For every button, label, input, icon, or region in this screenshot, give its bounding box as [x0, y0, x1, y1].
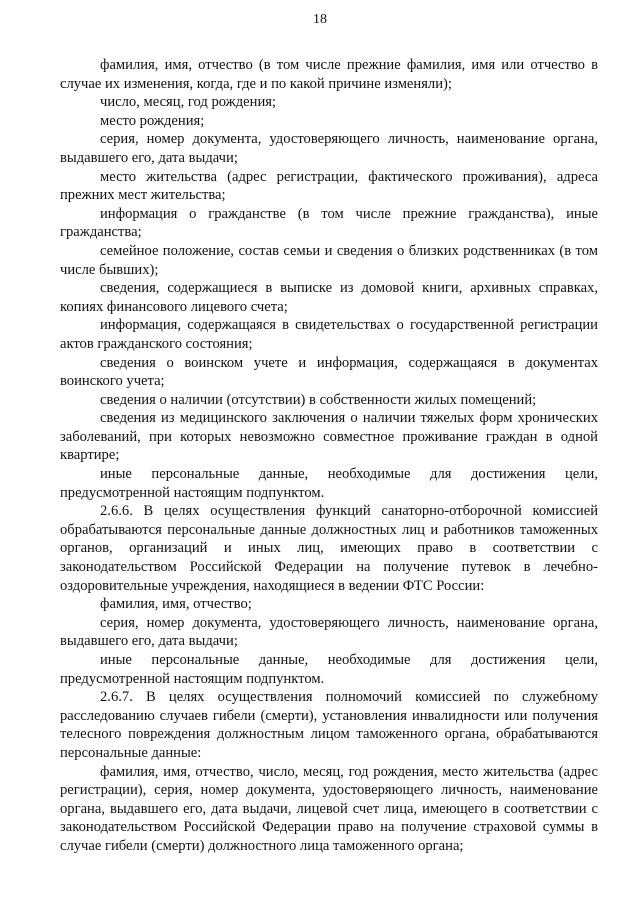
paragraph: иные персональные данные, необходимые для достижения цели, предусмотренной настоящим подпунктом.	[60, 466, 598, 501]
paragraph: место рождения;	[100, 112, 205, 129]
paragraph: фамилия, имя, отчество (в том числе прежние фамилия, имя или отчество в случае их изменения, когда, где и по какой причине изменяли);	[60, 57, 598, 92]
paragraph: фамилия, имя, отчество;	[100, 596, 252, 613]
document-body	[60, 56, 598, 856]
paragraph: фамилия, имя, отчество, число, месяц, год рождения, место жительства (адрес регистрации), серия, номер документа, удостоверяющего личность, наименование органа, выдавшего его, дата выдачи, лицевой счет лица, имеющего в соответствии с законодательством Российской Федерации право на получение страховой суммы в случае гибели (смерти) должностного лица таможенного органа;	[60, 763, 598, 854]
paragraph: семейное положение, состав семьи и сведения о близких родственниках (в том числе бывших);	[60, 242, 598, 278]
paragraph: сведения о наличии (отсутствии) в собственности жилых помещений;	[100, 391, 537, 408]
paragraph: 2.6.6. В целях осуществления функций санаторно-отборочной комиссией обрабатываются персональные данные должностных лиц и работников таможенных органов, организаций и иных лиц, имеющих право в соответствии с законодательством Российской Федерации на получение путевок в лечебно-оздоровительные учреждения, находящиеся в ведении ФТС России:	[60, 503, 598, 594]
paragraph: серия, номер документа, удостоверяющего личность, наименование органа, выдавшего его, дата выдачи;	[60, 131, 598, 166]
paragraph: серия, номер документа, удостоверяющего личность, наименование органа, выдавшего его, дата выдачи;	[60, 614, 598, 650]
paragraph: сведения из медицинского заключения о наличии тяжелых форм хронических заболеваний, при которых невозможно совместное проживание граждан в одной квартире;	[60, 410, 598, 464]
paragraph: сведения, содержащиеся в выписке из домовой книги, архивных справках, копиях финансового лицевого счета;	[60, 280, 598, 315]
paragraph: 2.6.7. В целях осуществления полномочий комиссией по служебному расследованию случаев гибели (смерти), установления инвалидности или получения телесного повреждения должностным лицом таможенного органа, обрабатываются персональные данные:	[60, 689, 598, 761]
paragraph: информация, содержащаяся в свидетельствах о государственной регистрации актов гражданского состояния;	[60, 317, 598, 352]
page-number: 18	[313, 12, 327, 27]
paragraph: иные персональные данные, необходимые для достижения цели, предусмотренной настоящим подпунктом.	[60, 652, 598, 687]
paragraph: число, месяц, год рождения;	[100, 94, 277, 111]
paragraph: информация о гражданстве (в том числе прежние гражданства), иные гражданства;	[60, 205, 598, 241]
paragraph: место жительства (адрес регистрации, фактического проживания), адреса прежних мест жительства;	[60, 168, 598, 204]
paragraph: сведения о воинском учете и информация, содержащаяся в документах воинского учета;	[60, 354, 598, 390]
